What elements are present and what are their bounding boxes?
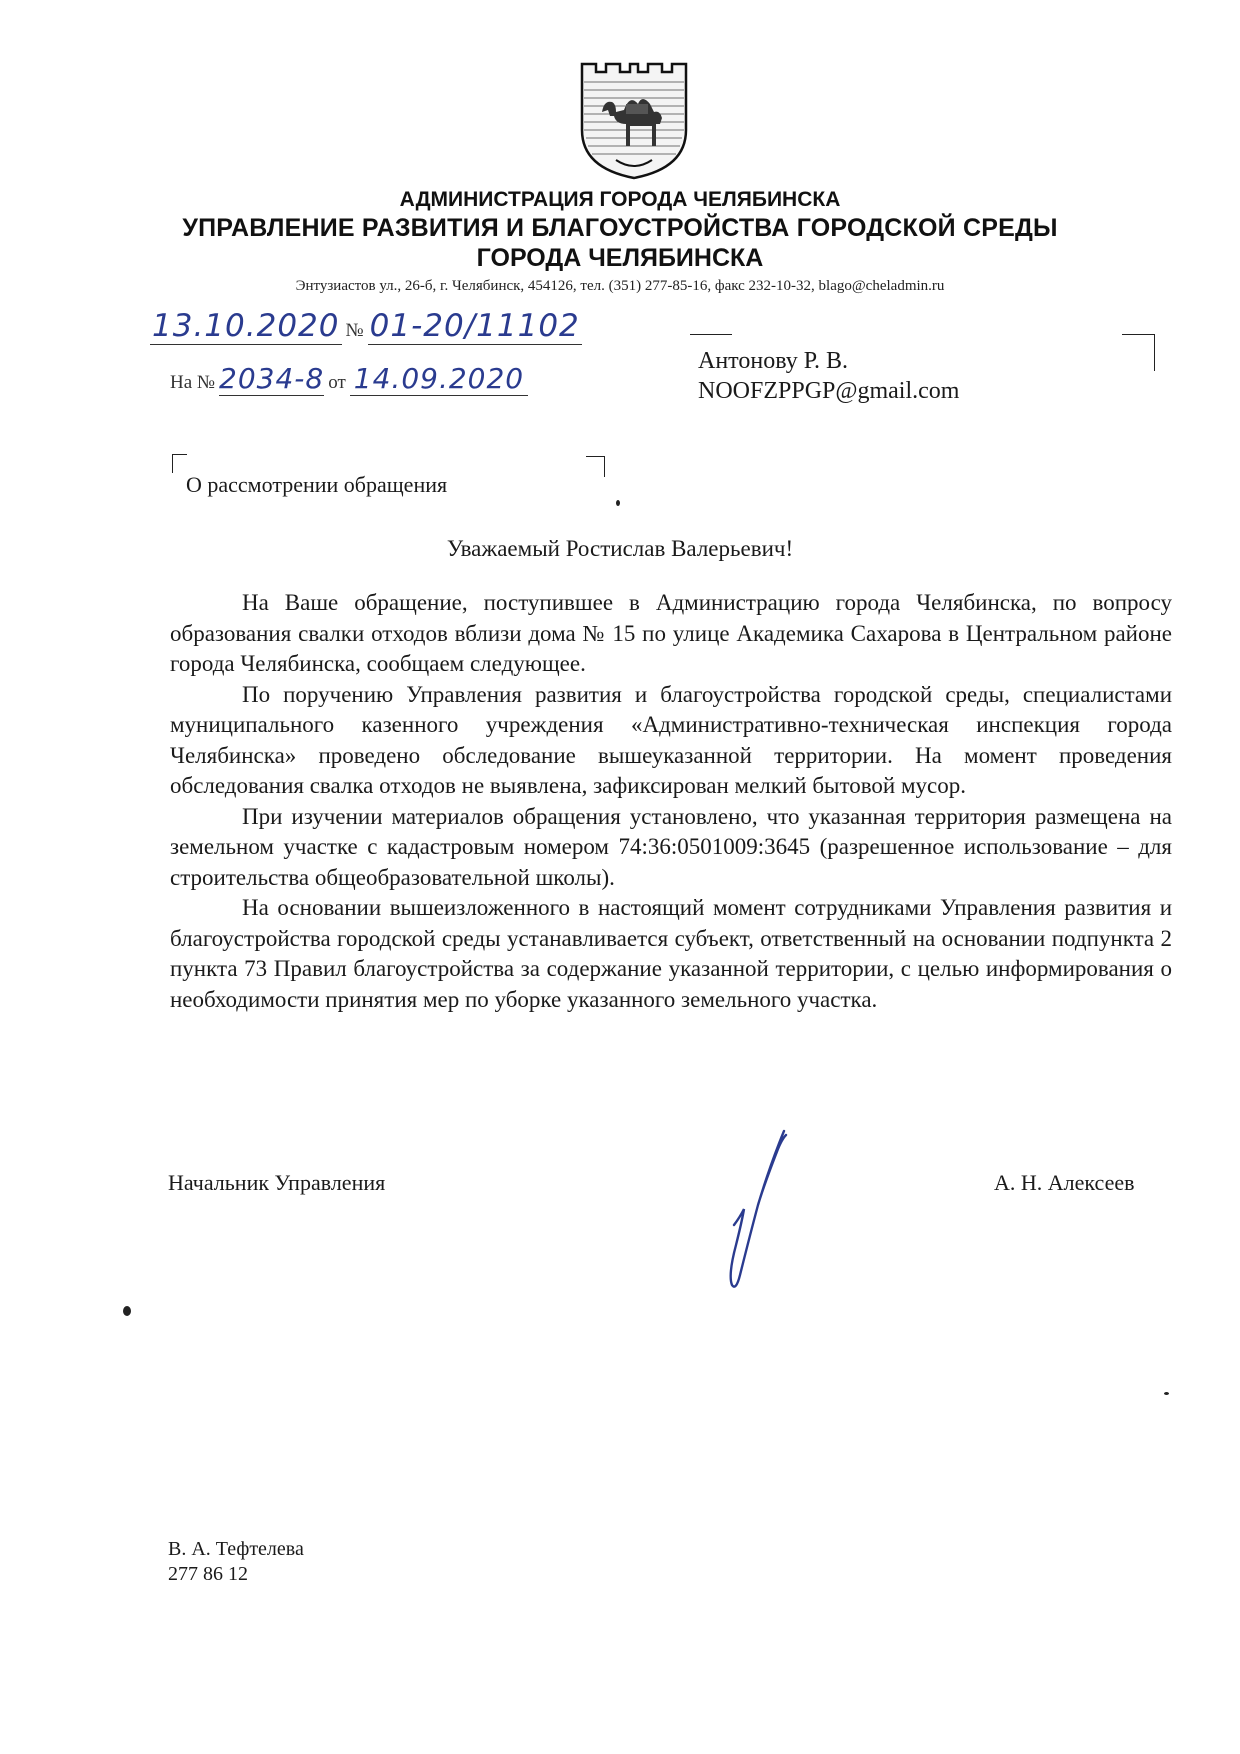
body-paragraph: При изучении материалов обращения установлено, что указанная территория размещена на земельном участке с кадастровым номером 74:36:0501009:3645 (разрешенное использование – для строительства общеобразовательной школы). (170, 803, 1172, 890)
signer-position: Начальник Управления (168, 1170, 386, 1195)
registration-number-label: № (345, 320, 364, 341)
city-emblem (580, 60, 688, 180)
body-paragraph: По поручению Управления развития и благоустройства городской среды, специалистами муниципального казенного учреждения «Административно-техническая инспекция города Челябинска» проведено обследование вышеуказанной территории. На момент проведения обследования свалка отходов не выявлена, зафиксирован мелкий бытовой мусор. (170, 681, 1172, 798)
handwritten-signature (700, 1125, 800, 1295)
registration-number: 01-20/11102 (369, 308, 580, 344)
reply-from-label: от (328, 372, 346, 393)
recipient-name: Антонову Р. В. (698, 348, 849, 374)
administration-title: АДМИНИСТРАЦИЯ ГОРОДА ЧЕЛЯБИНСКА (399, 188, 841, 211)
executor-phone: 277 86 12 (168, 1563, 248, 1585)
scan-speck (123, 1306, 131, 1316)
body-paragraph: На основании вышеизложенного в настоящий момент сотрудниками Управления развития и благоустройства городской среды устанавливается субъект, ответственный на основании подпункта 2 пункта 73 Правил благоустройства за содержание указанной территории, с целью информирования о необходимости принятия мер по уборке указанного земельного участка. (170, 895, 1172, 1012)
scan-speck (616, 500, 620, 506)
department-city: ГОРОДА ЧЕЛЯБИНСКА (476, 244, 764, 272)
reply-prefix: На № (170, 372, 216, 393)
executor-name: В. А. Тефтелева (168, 1538, 304, 1560)
registration-date: 13.10.2020 (152, 308, 340, 344)
recipient-email: NOOFZPPGP@gmail.com (698, 378, 960, 404)
greeting: Уважаемый Ростислав Валерьевич! (446, 536, 794, 561)
department-title: УПРАВЛЕНИЕ РАЗВИТИЯ И БЛАГОУСТРОЙСТВА ГОРОДСКОЙ СРЕДЫ (182, 214, 1058, 242)
letter-subject: О рассмотрении обращения (186, 472, 448, 497)
subject-bracket-right (586, 456, 605, 477)
reply-number: 2034-8 (219, 362, 325, 395)
letter-body (170, 588, 1172, 1015)
scan-speck (1164, 1392, 1169, 1395)
department-contacts: Энтузиастов ул., 26-б, г. Челябинск, 454126, тел. (351) 277-85-16, факс 232-10-32, blago@cheladmin.ru (295, 278, 945, 294)
registration-line (150, 308, 582, 344)
reply-line (170, 362, 528, 395)
subject-bracket-left (172, 454, 187, 473)
recipient-bracket-left (690, 334, 732, 335)
recipient-bracket-right (1122, 334, 1155, 371)
body-paragraph: На Ваше обращение, поступившее в Администрацию города Челябинска, по вопросу образования свалки отходов вблизи дома № 15 по улице Академика Сахарова в Центральном районе города Челябинска, сообщаем следующее. (170, 590, 1172, 676)
reply-date: 14.09.2020 (350, 362, 528, 396)
signer-name: А. Н. Алексеев (994, 1170, 1135, 1195)
